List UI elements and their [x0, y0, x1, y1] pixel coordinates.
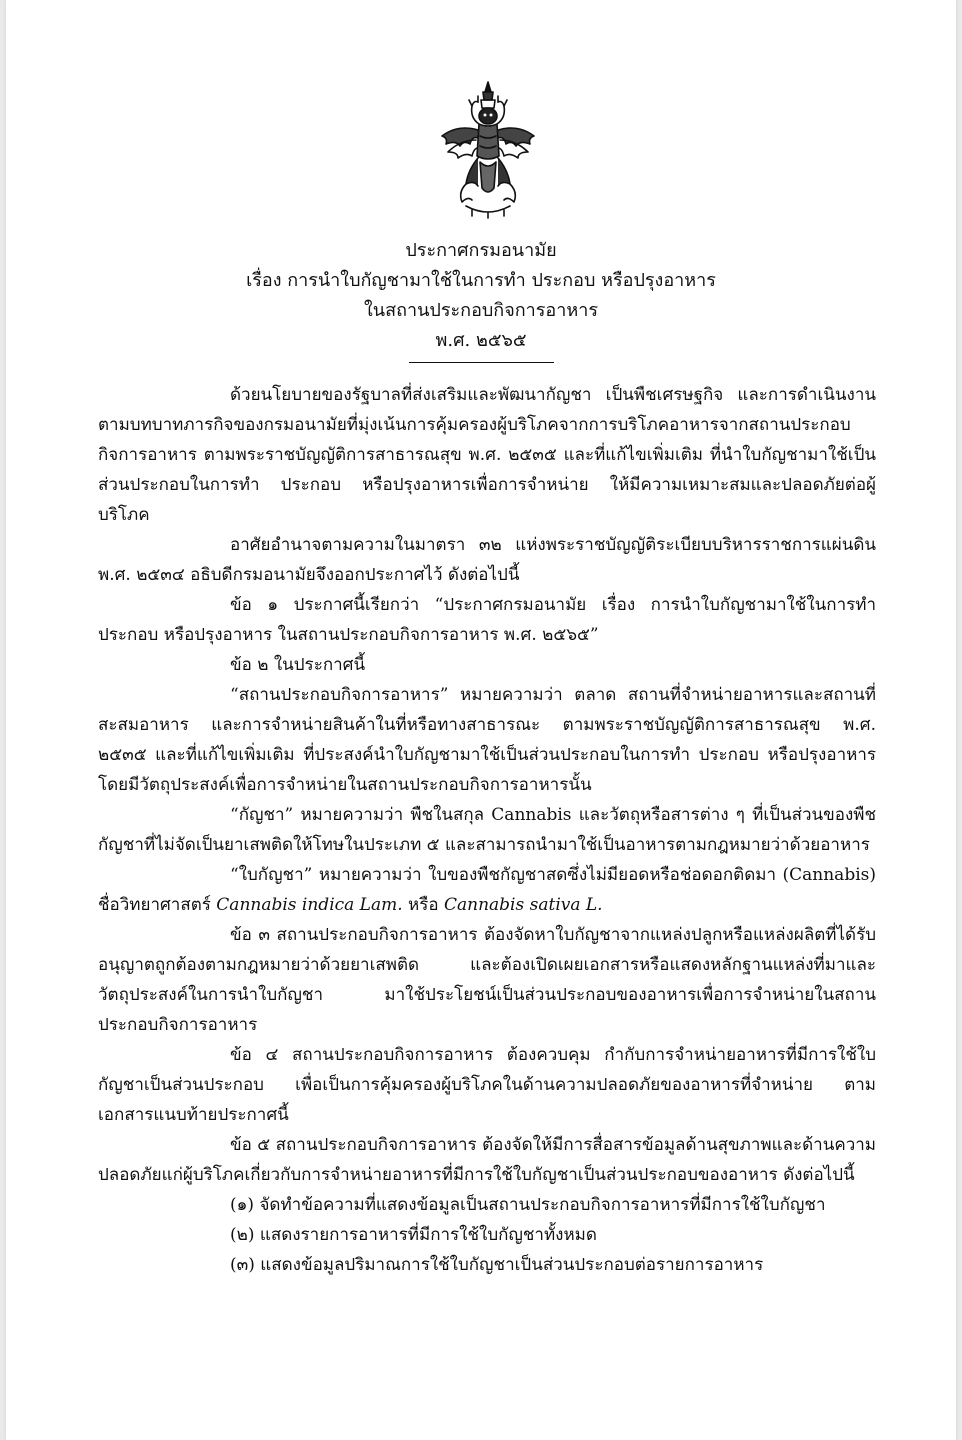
- scientific-name-sativa: Cannabis sativa L.: [444, 895, 603, 915]
- garuda-emblem-icon: [436, 78, 540, 220]
- clause-2: ข้อ ๒ ในประกาศนี้: [230, 655, 366, 675]
- definition-cannabis: “กัญชา” หมายความว่า พืชในสกุล Cannabis และวัตถุหรือสารต่าง ๆ ที่เป็นส่วนของพืชกัญชาที่ไม่จัดเป็นยาเสพติดให้โทษในประเภท ๕ และสามารถนำมาใช้เป็นอาหารตามกฎหมายว่าด้วยอาหาร: [98, 805, 876, 855]
- definition-cannabis-leaf: [98, 860, 876, 920]
- definition-food-establishment: “สถานประกอบกิจการอาหาร” หมายความว่า ตลาด สถานที่จำหน่ายอาหารและสถานที่สะสมอาหาร และการจำหน่ายสินค้าในที่หรือทางสาธารณะ ตามพระราชบัญญัติการสาธารณสุข พ.ศ. ๒๕๓๕ และที่แก้ไขเพิ่มเติม ที่ประสงค์นำใบกัญชามาใช้เป็นส่วนประกอบในการทำ ประกอบ หรือปรุงอาหาร โดยมีวัตถุประสงค์เพื่อการจำหน่ายในสถานประกอบกิจการอาหารนั้น: [98, 685, 876, 795]
- header-title: ประกาศกรมอนามัย: [405, 240, 557, 261]
- definition-cannabis-leaf-text: “ใบกัญชา” หมายความว่า ใบของพืชกัญชาสดซึ่งไม่มียอดหรือช่อดอกติดมา (Cannabis) ชื่อวิทยาศาสตร์: [98, 865, 876, 915]
- paragraph-preamble: ด้วยนโยบายของรัฐบาลที่ส่งเสริมและพัฒนากัญชา เป็นพืชเศรษฐกิจ และการดำเนินงานตามบทบาทภารกิจของกรมอนามัยที่มุ่งเน้นการคุ้มครองผู้บริโภคจากการบริโภคอาหารจากสถานประกอบกิจการอาหาร ตามพระราชบัญญัติการสาธารณสุข พ.ศ. ๒๕๓๕ และที่แก้ไขเพิ่มเติม ที่นำใบกัญชามาใช้เป็นส่วนประกอบในการทำ ประกอบ หรือปรุงอาหารเพื่อการจำหน่าย ให้มีความเหมาะสมและปลอดภัยต่อผู้บริโภค: [98, 385, 876, 525]
- clause-1: ข้อ ๑ ประกาศนี้เรียกว่า “ประกาศกรมอนามัย เรื่อง การนำใบกัญชามาใช้ในการทำ ประกอบ หรือปรุงอาหาร ในสถานประกอบกิจการอาหาร พ.ศ. ๒๕๖๕”: [98, 595, 876, 645]
- header-subject-line2: ในสถานประกอบกิจการอาหาร: [364, 300, 598, 321]
- clause-4: ข้อ ๔ สถานประกอบกิจการอาหาร ต้องควบคุม กำกับการจำหน่ายอาหารที่มีการใช้ใบกัญชาเป็นส่วนประกอบ เพื่อเป็นการคุ้มครองผู้บริโภคในด้านความปลอดภัยของอาหารที่จำหน่าย ตามเอกสารแนบท้ายประกาศนี้: [98, 1045, 876, 1125]
- clause-5-item-2: (๒) แสดงรายการอาหารที่มีการใช้ใบกัญชาทั้งหมด: [230, 1225, 597, 1245]
- paragraph-authority: อาศัยอำนาจตามความในมาตรา ๓๒ แห่งพระราชบัญญัติระเบียบบริหารราชการแผ่นดิน พ.ศ. ๒๕๓๔ อธิบดีกรมอนามัยจึงออกประกาศไว้ ดังต่อไปนี้: [98, 535, 876, 585]
- clause-5-item-3: (๓) แสดงข้อมูลปริมาณการใช้ใบกัญชาเป็นส่วนประกอบต่อรายการอาหาร: [230, 1255, 764, 1275]
- clause-5: ข้อ ๕ สถานประกอบกิจการอาหาร ต้องจัดให้มีการสื่อสารข้อมูลด้านสุขภาพและด้านความปลอดภัยแก่ผู้บริโภคเกี่ยวกับการจำหน่ายอาหารที่มีการใช้ใบกัญชาเป็นส่วนประกอบของอาหาร ดังต่อไปนี้: [98, 1135, 876, 1185]
- clause-3: ข้อ ๓ สถานประกอบกิจการอาหาร ต้องจัดหาใบกัญชาจากแหล่งปลูกหรือแหล่งผลิตที่ได้รับอนุญาตถูกต้องตามกฎหมายว่าด้วยยาเสพติด และต้องเปิดเผยเอกสารหรือแสดงหลักฐานแหล่งที่มาและวัตถุประสงค์ในการนำใบกัญชา มาใช้ประโยชน์เป็นส่วนประกอบของอาหารเพื่อการจำหน่ายในสถานประกอบกิจการอาหาร: [98, 925, 876, 1035]
- document-page: [6, 0, 956, 1440]
- document-header: [6, 236, 956, 363]
- document-body: [98, 380, 876, 1280]
- header-subject: เรื่อง การนำใบกัญชามาใช้ในการทำ ประกอบ หรือปรุงอาหาร: [246, 270, 716, 291]
- header-year: พ.ศ. ๒๕๖๕: [435, 330, 527, 351]
- scientific-name-indica: Cannabis indica Lam.: [216, 895, 403, 915]
- scientific-name-or: หรือ: [408, 895, 439, 915]
- clause-5-item-1: (๑) จัดทำข้อความที่แสดงข้อมูลเป็นสถานประกอบกิจการอาหารที่มีการใช้ใบกัญชา: [230, 1195, 826, 1215]
- header-underline: [409, 362, 554, 363]
